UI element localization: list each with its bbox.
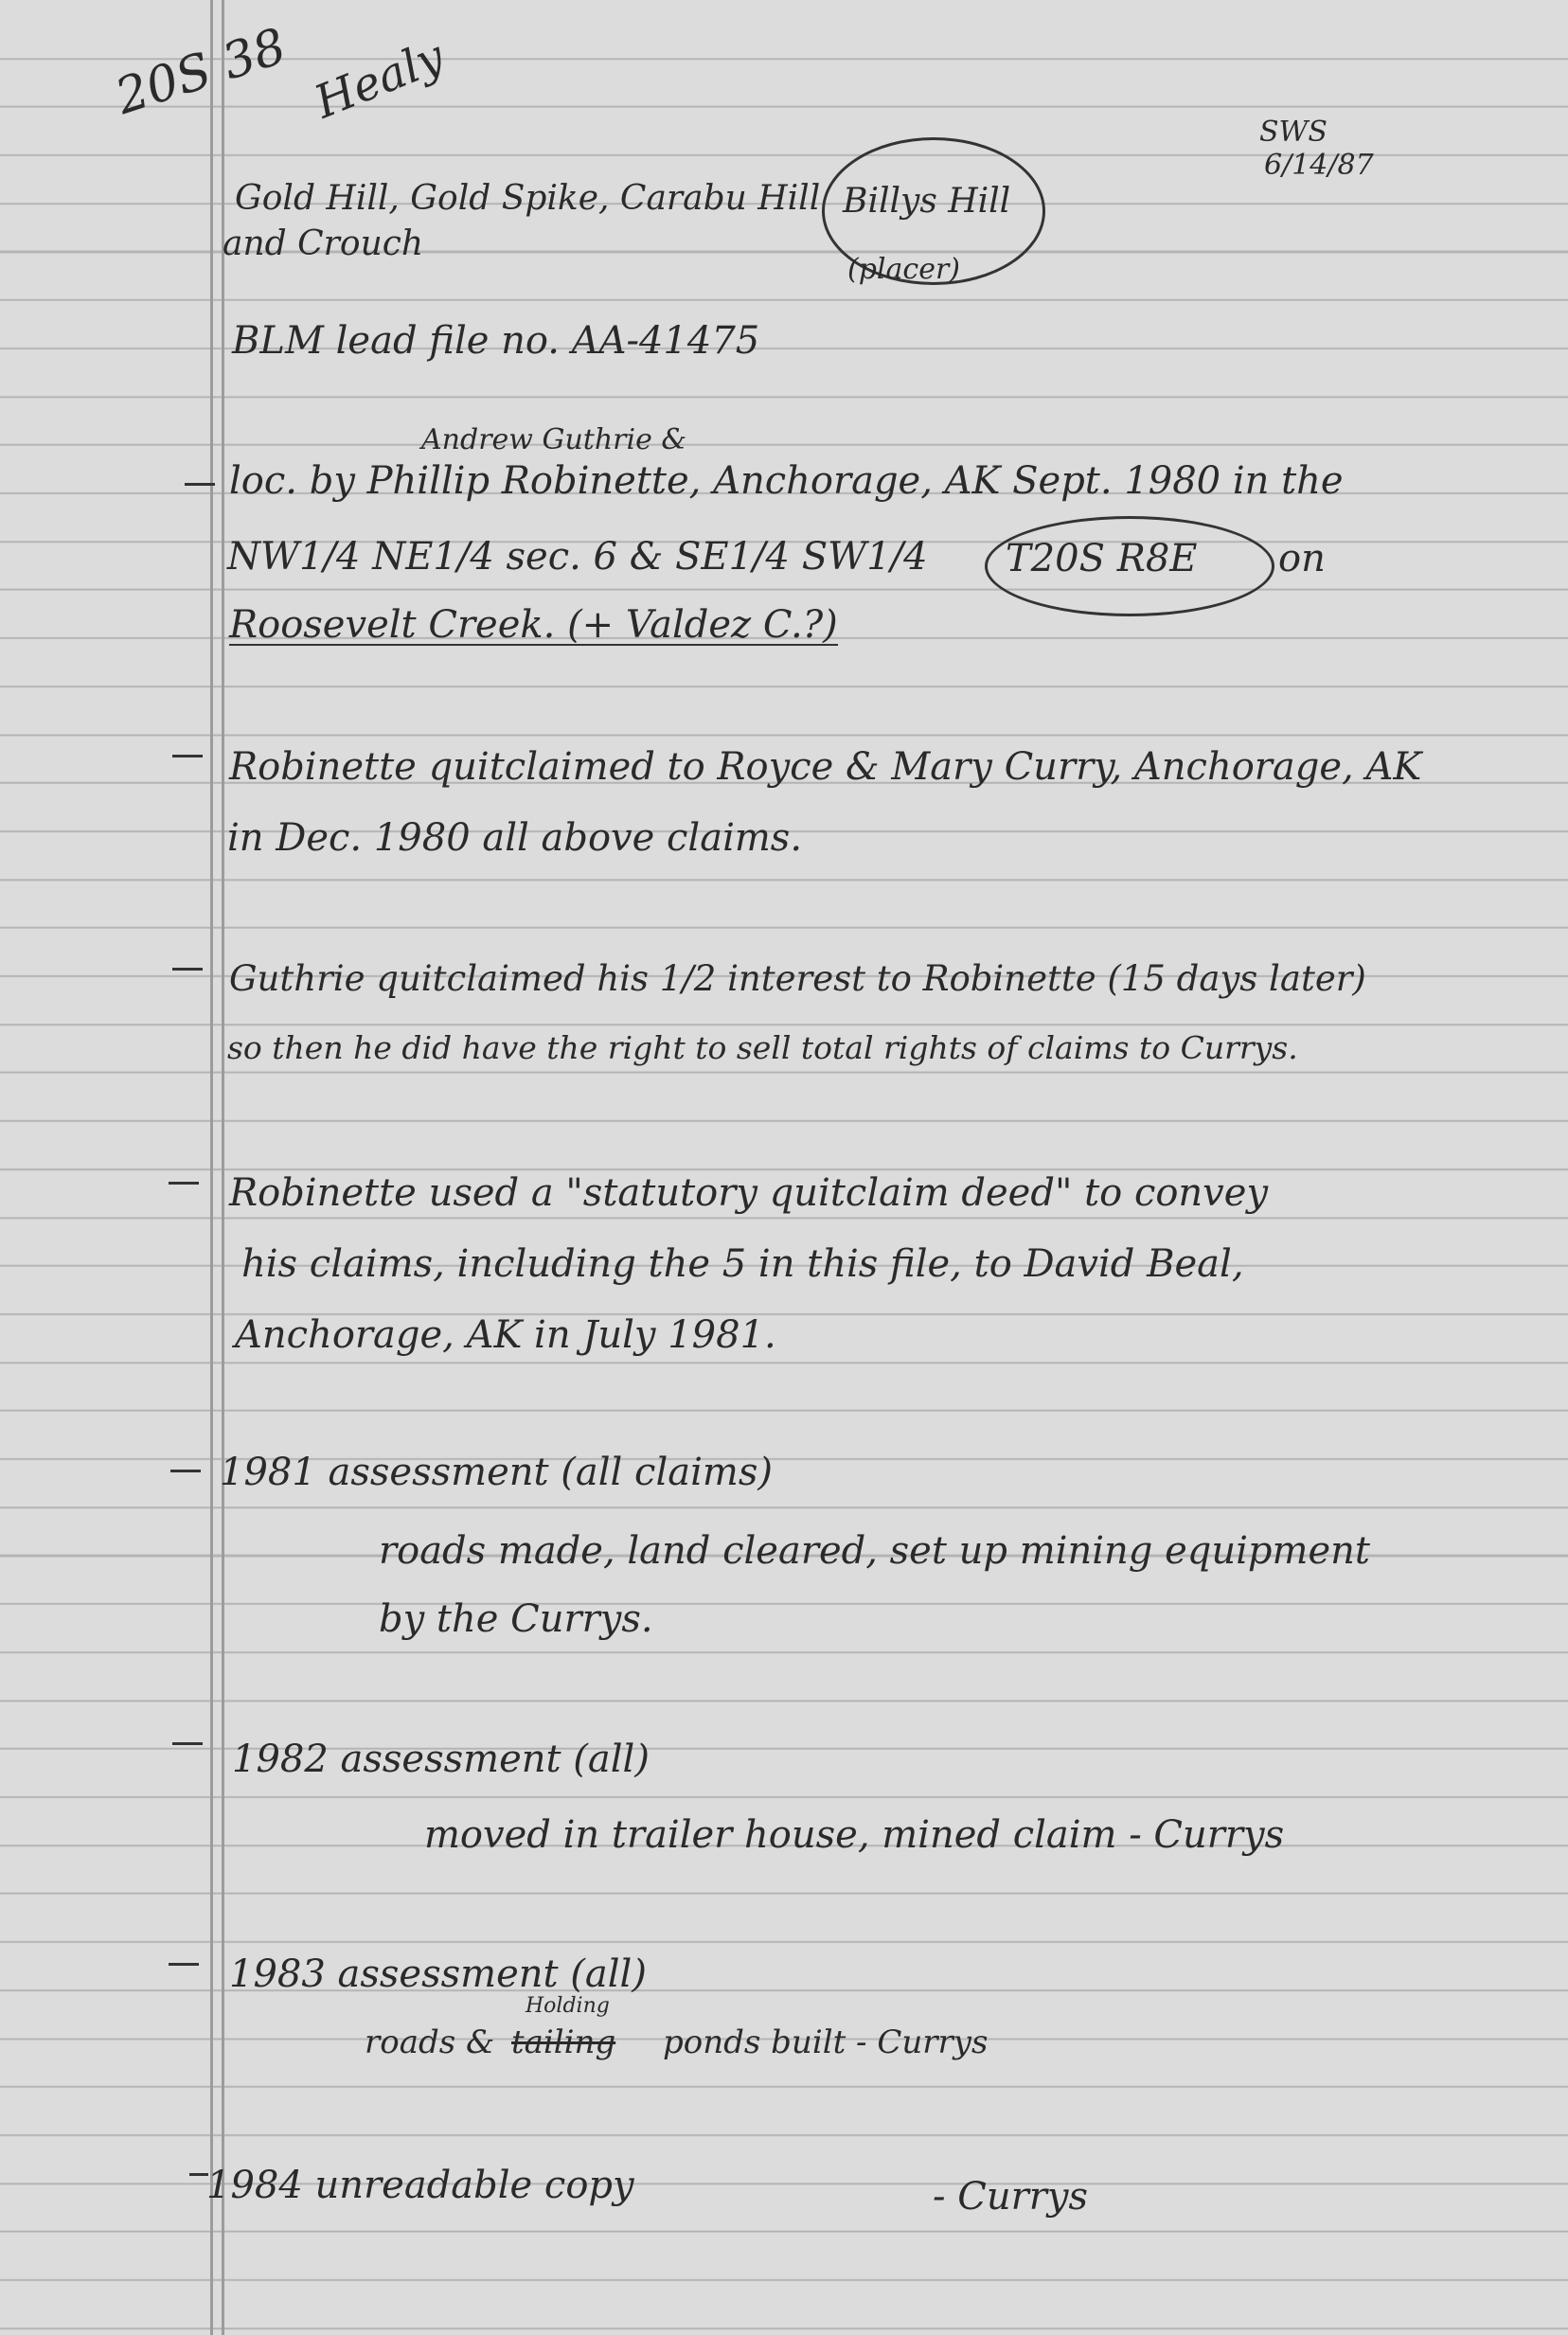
entry-dash	[172, 755, 203, 758]
entry-3-line-2: so then he did have the right to sell total rights of claims to Currys.	[227, 1029, 1298, 1066]
entry-dash	[172, 968, 203, 971]
entry-5-line-1: 1981 assessment (all claims)	[220, 1451, 773, 1494]
entry-3-line-1: Guthrie quitclaimed his 1/2 interest to Robinette (15 days later)	[229, 958, 1366, 999]
entry-6-line-1: 1982 assessment (all)	[232, 1738, 650, 1781]
title-circled: Billys Hill	[843, 182, 1011, 221]
entry-7-insert: Holding	[526, 1994, 610, 2018]
entry-dash	[169, 1963, 199, 1966]
entry-5-line-3: by the Currys.	[379, 1597, 653, 1641]
entry-2-line-1: Robinette quitclaimed to Royce & Mary Curry, Anchorage, AK	[229, 745, 1422, 789]
entry-dash	[169, 1182, 199, 1185]
entry-dash	[170, 1470, 201, 1472]
initials: SWS	[1259, 116, 1327, 149]
entry-7-line-1: 1983 assessment (all)	[229, 1952, 647, 1996]
title-line-1: Gold Hill, Gold Spike, Carabu Hill	[235, 179, 821, 218]
entry-1-insert: Andrew Guthrie &	[421, 423, 687, 456]
entry-1-circled: T20S R8E	[1006, 537, 1198, 580]
entry-7-line-3: ponds built - Currys	[663, 2023, 989, 2061]
entry-8-line-1: 1984 unreadable copy	[206, 2164, 634, 2207]
entry-dash	[185, 483, 215, 486]
blm-file-line: BLM lead file no. AA-41475	[232, 319, 760, 363]
margin-note-township: 20S 38	[109, 17, 294, 127]
entry-4-line-1: Robinette used a "statutory quitclaim deed" to convey	[229, 1171, 1269, 1215]
entry-7-line-2: roads &	[365, 2023, 495, 2061]
title-line-2: and Crouch	[223, 224, 424, 263]
title-circled-sub: (placer)	[847, 253, 960, 286]
entry-1-after-circle: on	[1278, 537, 1326, 580]
entry-2-line-2: in Dec. 1980 all above claims.	[227, 816, 803, 860]
entry-dash	[172, 1742, 203, 1745]
entry-1-line-1: loc. by Phillip Robinette, Anchorage, AK Sept. 1980 in the	[229, 459, 1344, 503]
entry-5-line-2: roads made, land cleared, set up mining equipment	[379, 1529, 1370, 1573]
margin-line	[222, 0, 224, 2335]
entry-1-line-2: NW1/4 NE1/4 sec. 6 & SE1/4 SW1/4	[227, 535, 928, 579]
entry-dash	[189, 2173, 208, 2176]
entry-7-strike: tailing	[511, 2023, 616, 2061]
entry-1-line-3: Roosevelt Creek. (+ Valdez C.?)	[229, 603, 838, 647]
entry-4-line-2: his claims, including the 5 in this file, to David Beal,	[241, 1242, 1244, 1286]
entry-6-line-2: moved in trailer house, mined claim - Currys	[424, 1813, 1285, 1857]
entry-4-line-3: Anchorage, AK in July 1981.	[235, 1313, 776, 1357]
date: 6/14/87	[1264, 149, 1374, 182]
margin-line	[210, 0, 213, 2335]
entry-8-line-2: - Currys	[933, 2175, 1088, 2219]
margin-note-healy: Healy	[307, 29, 452, 130]
